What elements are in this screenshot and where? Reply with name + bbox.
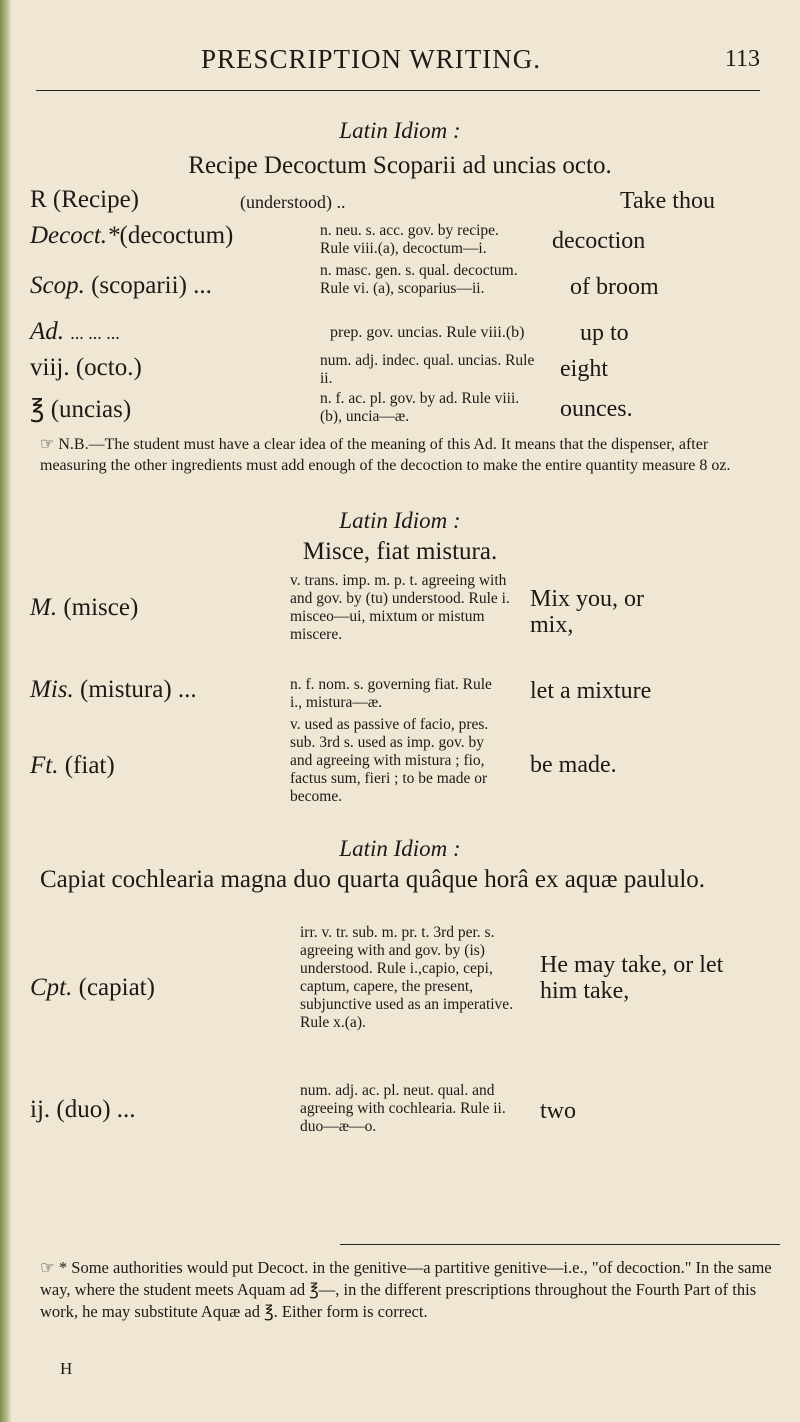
row-gloss: v. trans. imp. m. p. t. agreeing with and gov. by (tu) understood. Rule i. misceo—ui, mixtum or mistum miscere.	[290, 572, 510, 643]
term: ℥ (uncias)	[30, 396, 132, 423]
term-full: (mistura) ...	[80, 676, 197, 703]
term-abbr: Cpt.	[30, 974, 73, 1001]
row-meaning: Take thou	[620, 188, 715, 214]
idiom-label-3: Latin Idiom :	[339, 836, 461, 861]
row-gloss: v. used as passive of facio, pres. sub. 3rd s. used as imp. gov. by and agreeing with mistura ; fio, factus sum, fieri ; to be made or become.	[290, 716, 489, 805]
row-meaning: Mix you, or mix,	[530, 586, 644, 638]
term-full: ... ... ...	[70, 323, 120, 343]
row-meaning: decoction	[552, 228, 646, 254]
row-gloss: irr. v. tr. sub. m. pr. t. 3rd per. s. agreeing with and gov. by (is) understood. Rule i.,capio, cepi, captum, capere, the present, subjunctive used as an imperative. Rule x.(a).	[300, 924, 514, 1031]
row-meaning: two	[540, 1098, 576, 1124]
footnote: ☞ * Some authorities would put Decoct. in the genitive—a partitive genitive—i.e., "of decoction." In the same way, where the student meets Aquam ad ℥—, in the different prescriptions throughout the Fourth Part of this work, he may substitute Aquæ ad ℥. Either form is correct.	[40, 1258, 772, 1321]
term-abbr: Decoct.*	[30, 222, 120, 249]
term-full: (misce)	[63, 594, 139, 621]
running-title: PRESCRIPTION WRITING.	[201, 44, 542, 74]
idiom-label-1: Latin Idiom :	[339, 118, 461, 143]
page-number: 113	[724, 46, 760, 72]
term	[30, 272, 212, 300]
term	[30, 318, 120, 346]
row-gloss: num. adj. indec. qual. uncias. Rule ii.	[320, 352, 535, 387]
term-full: (decoctum)	[119, 222, 234, 249]
row-gloss: n. masc. gen. s. qual. decoctum. Rule vi. (a), scoparius—ii.	[320, 262, 518, 297]
running-header	[36, 44, 760, 84]
latin-sentence-3: Capiat cochlearia magna duo quarta quâque horâ ex aquæ paululo.	[40, 866, 706, 893]
row-gloss: (understood) ..	[240, 192, 346, 212]
row-meaning: of broom	[570, 274, 659, 300]
row-meaning: eight	[560, 356, 608, 382]
term-full: (fiat)	[64, 752, 115, 779]
term-full: (scoparii) ...	[91, 272, 212, 299]
nb-note: ☞ N.B.—The student must have a clear idea of the meaning of this Ad. It means that the dispenser, after measuring the other ingredients must add enough of the decoction to make the entire quantity measure 8 oz.	[40, 436, 731, 474]
signature-mark: H	[60, 1359, 73, 1378]
term-abbr: M.	[30, 594, 58, 621]
row-gloss: n. f. ac. pl. gov. by ad. Rule viii.(b), uncia—æ.	[320, 390, 520, 425]
row-meaning: let a mixture	[530, 678, 652, 704]
latin-sentence-1: Recipe Decoctum Scoparii ad uncias octo.	[188, 152, 612, 179]
term	[30, 594, 138, 622]
footnote-rule	[340, 1244, 780, 1245]
term-abbr: Ad.	[30, 318, 65, 345]
term-abbr: Ft.	[30, 752, 59, 779]
term-abbr: Scop.	[30, 272, 85, 299]
row-meaning: He may take, or let him take,	[540, 952, 724, 1004]
row-gloss: prep. gov. uncias. Rule viii.(b)	[330, 324, 525, 341]
term	[30, 222, 233, 250]
term: ij. (duo) ...	[30, 1096, 136, 1123]
term	[30, 752, 115, 780]
term: viij. (octo.)	[30, 354, 142, 381]
row-gloss: n. f. nom. s. governing fiat. Rule i., mistura—æ.	[290, 676, 492, 711]
header-rule	[36, 90, 760, 91]
term	[30, 676, 197, 704]
row-meaning: ounces.	[560, 396, 633, 422]
row-gloss: n. neu. s. acc. gov. by recipe. Rule viii.(a), decoctum—i.	[320, 222, 499, 257]
page-spine-edge	[0, 0, 12, 1422]
term-abbr: Mis.	[30, 676, 74, 703]
term: R (Recipe)	[30, 186, 139, 213]
row-meaning: up to	[580, 320, 629, 346]
row-meaning: be made.	[530, 752, 617, 778]
term	[30, 974, 155, 1002]
latin-sentence-2: Misce, fiat mistura.	[302, 538, 498, 565]
idiom-label-2: Latin Idiom :	[339, 508, 461, 533]
row-gloss: num. adj. ac. pl. neut. qual. and agreeing with cochlearia. Rule ii. duo—æ—o.	[300, 1082, 506, 1135]
term-full: (capiat)	[78, 974, 155, 1001]
